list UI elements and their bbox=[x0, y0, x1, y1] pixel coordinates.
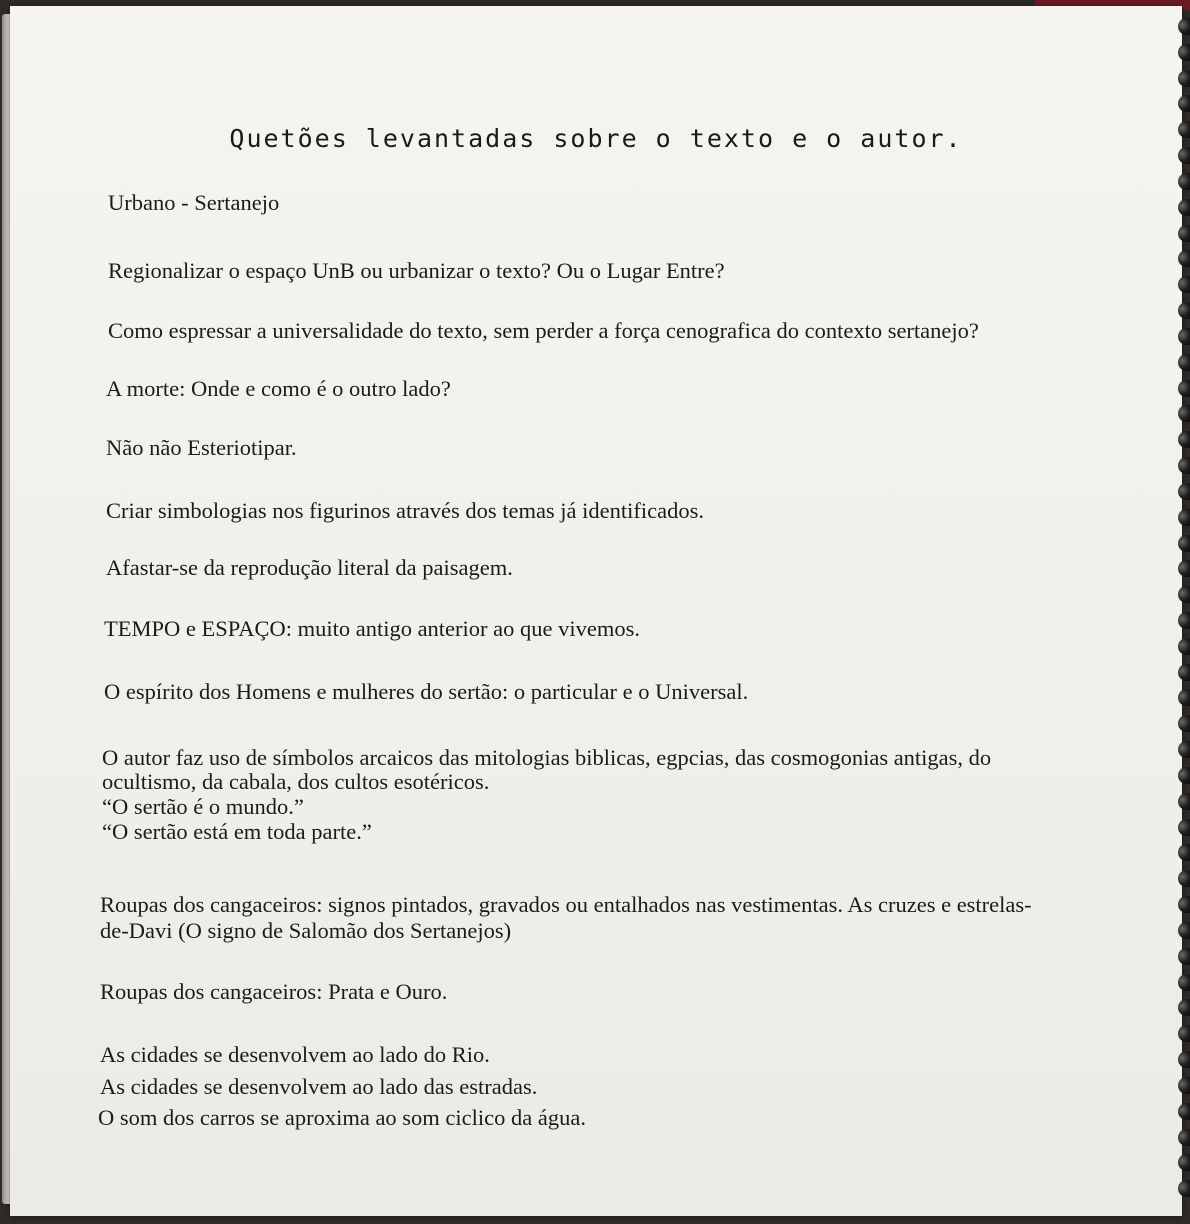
text-line: Urbano - Sertanejo bbox=[108, 190, 280, 215]
text-line: As cidades se desenvolvem ao lado das estradas. bbox=[100, 1074, 538, 1099]
text-line: ocultismo, da cabala, dos cultos esotéricos. bbox=[102, 769, 490, 794]
binding-coil-icon bbox=[1178, 922, 1190, 939]
notebook-page bbox=[10, 6, 1182, 1216]
text-line: As cidades se desenvolvem ao lado do Rio. bbox=[100, 1042, 490, 1067]
text-line: Não não Esteriotipar. bbox=[106, 435, 297, 460]
text-line: Regionalizar o espaço UnB ou urbanizar o texto? Ou o Lugar Entre? bbox=[108, 258, 725, 283]
binding-coil-icon bbox=[1178, 1103, 1190, 1120]
binding-coil-icon bbox=[1178, 380, 1190, 397]
binding-coil-icon bbox=[1178, 896, 1190, 913]
binding-coil-icon bbox=[1178, 638, 1190, 655]
binding-coil-icon bbox=[1178, 560, 1190, 577]
text-line: Roupas dos cangaceiros: Prata e Ouro. bbox=[100, 979, 448, 1004]
binding-coil-icon bbox=[1178, 586, 1190, 603]
binding-coil-icon bbox=[1178, 1077, 1190, 1094]
binding-coil-icon bbox=[1178, 18, 1190, 35]
binding-coil-icon bbox=[1178, 819, 1190, 836]
binding-coil-icon bbox=[1178, 457, 1190, 474]
binding-coil-icon bbox=[1178, 1129, 1190, 1146]
binding-coil-icon bbox=[1178, 664, 1190, 681]
binding-coil-icon bbox=[1178, 250, 1190, 267]
binding-coil-icon bbox=[1178, 535, 1190, 552]
text-line: O espírito dos Homens e mulheres do sertão: o particular e o Universal. bbox=[104, 679, 749, 704]
binding-coil-icon bbox=[1178, 225, 1190, 242]
binding-coil-icon bbox=[1178, 1180, 1190, 1197]
binding-coil-icon bbox=[1178, 509, 1190, 526]
text-line: A morte: Onde e como é o outro lado? bbox=[106, 376, 451, 401]
binding-coil-icon bbox=[1178, 121, 1190, 138]
binding-coil-icon bbox=[1178, 870, 1190, 887]
binding-coil-icon bbox=[1178, 431, 1190, 448]
binding-coil-icon bbox=[1178, 1154, 1190, 1171]
binding-coil-icon bbox=[1178, 328, 1190, 345]
binding-coil-icon bbox=[1178, 70, 1190, 87]
binding-coil-icon bbox=[1178, 302, 1190, 319]
binding-coil-icon bbox=[1178, 715, 1190, 732]
binding-coil-icon bbox=[1178, 767, 1190, 784]
text-line: TEMPO e ESPAÇO: muito antigo anterior ao que vivemos. bbox=[104, 616, 641, 641]
binding-coil-icon bbox=[1178, 44, 1190, 61]
binding-coil-icon bbox=[1178, 405, 1190, 422]
binding-coil-icon bbox=[1178, 276, 1190, 293]
binding-coil-icon bbox=[1178, 173, 1190, 190]
binding-coil-icon bbox=[1178, 1051, 1190, 1068]
page-title: Quetões levantadas sobre o texto e o autor. bbox=[229, 124, 963, 153]
text-line: Como espressar a universalidade do texto, sem perder a força cenografica do contexto sertanejo? bbox=[108, 318, 979, 343]
binding-coil-icon bbox=[1178, 793, 1190, 810]
binding-coil-icon bbox=[1178, 844, 1190, 861]
text-line: Afastar-se da reprodução literal da paisagem. bbox=[106, 555, 513, 580]
binding-coil-icon bbox=[1178, 974, 1190, 991]
text-line: Roupas dos cangaceiros: signos pintados, gravados ou entalhados nas vestimentas. As cruzes e estrelas- bbox=[100, 892, 1032, 917]
binding-coil-icon bbox=[1178, 999, 1190, 1016]
binding-coil-icon bbox=[1178, 689, 1190, 706]
binding-coil-icon bbox=[1178, 741, 1190, 758]
spiral-binding-icon bbox=[1176, 18, 1190, 1218]
quote-line: “O sertão é o mundo.” bbox=[102, 794, 304, 819]
binding-coil-icon bbox=[1178, 95, 1190, 112]
text-line: O som dos carros se aproxima ao som ciclico da água. bbox=[98, 1105, 586, 1130]
text-line: O autor faz uso de símbolos arcaicos das mitologias biblicas, egpcias, das cosmogonias antigas, do bbox=[102, 745, 992, 770]
text-line: de-Davi (O signo de Salomão dos Sertanejos) bbox=[100, 918, 512, 943]
quote-line: “O sertão está em toda parte.” bbox=[102, 819, 372, 844]
binding-coil-icon bbox=[1178, 948, 1190, 965]
text-line: Criar simbologias nos figurinos através dos temas já identificados. bbox=[106, 498, 705, 523]
binding-coil-icon bbox=[1178, 147, 1190, 164]
binding-coil-icon bbox=[1178, 354, 1190, 371]
binding-coil-icon bbox=[1178, 612, 1190, 629]
binding-coil-icon bbox=[1178, 483, 1190, 500]
binding-coil-icon bbox=[1178, 1025, 1190, 1042]
binding-coil-icon bbox=[1178, 199, 1190, 216]
